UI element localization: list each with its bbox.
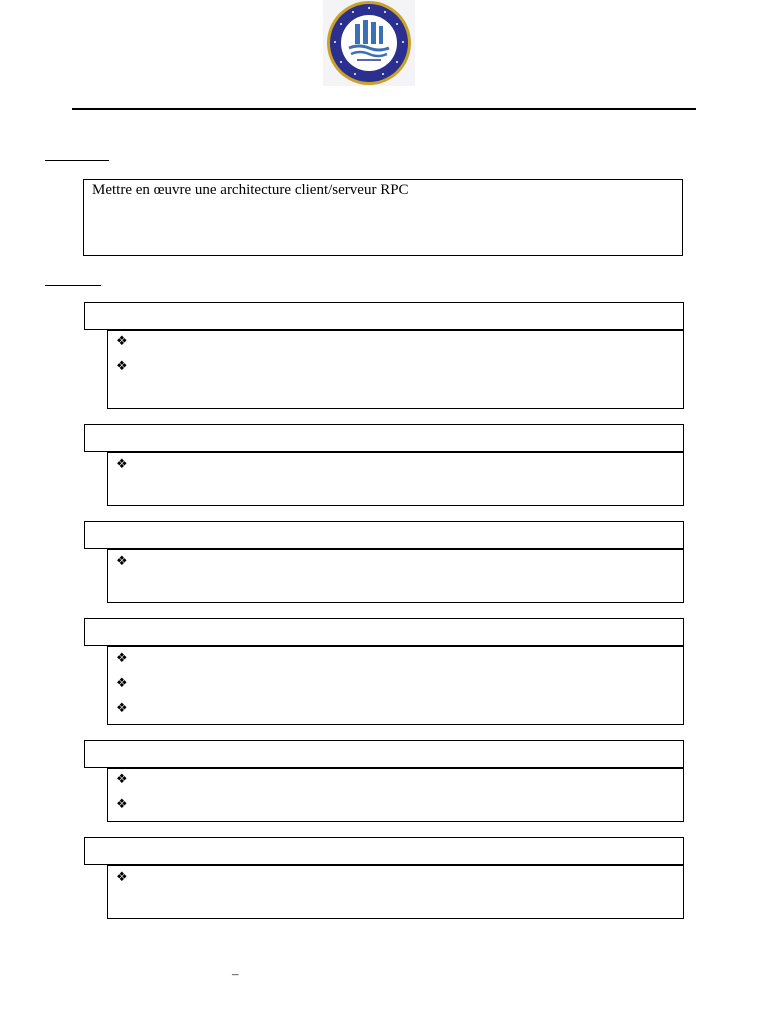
- section-header-6: [84, 837, 684, 865]
- objective-heading-underline: [45, 160, 109, 161]
- section-body-4: [107, 645, 684, 725]
- objective-box: [83, 179, 683, 256]
- bullet-icon: ❖: [116, 651, 128, 666]
- bullet-icon: ❖: [116, 457, 128, 472]
- section-header-2: [84, 424, 684, 452]
- section-body-2: [107, 451, 684, 506]
- bullet-icon: ❖: [116, 701, 128, 716]
- header-rule: [72, 108, 696, 110]
- section-body-5: [107, 767, 684, 822]
- section-header-5: [84, 740, 684, 768]
- contents-heading-underline: [45, 285, 101, 286]
- bullet-icon: ❖: [116, 554, 128, 569]
- section-header-1: [84, 302, 684, 330]
- bullet-icon: ❖: [116, 334, 128, 349]
- bullet-icon: ❖: [116, 359, 128, 374]
- bullet-icon: ❖: [116, 870, 128, 885]
- section-body-6: [107, 864, 684, 919]
- bullet-icon: ❖: [116, 676, 128, 691]
- footer-dash: –: [232, 966, 239, 981]
- section-body-1: [107, 329, 684, 409]
- bullet-icon: ❖: [116, 797, 128, 812]
- bullet-icon: ❖: [116, 772, 128, 787]
- university-logo: [323, 0, 415, 86]
- section-header-4: [84, 618, 684, 646]
- section-body-3: [107, 548, 684, 603]
- section-header-3: [84, 521, 684, 549]
- objective-text: Mettre en œuvre une architecture client/serveur RPC: [92, 182, 409, 198]
